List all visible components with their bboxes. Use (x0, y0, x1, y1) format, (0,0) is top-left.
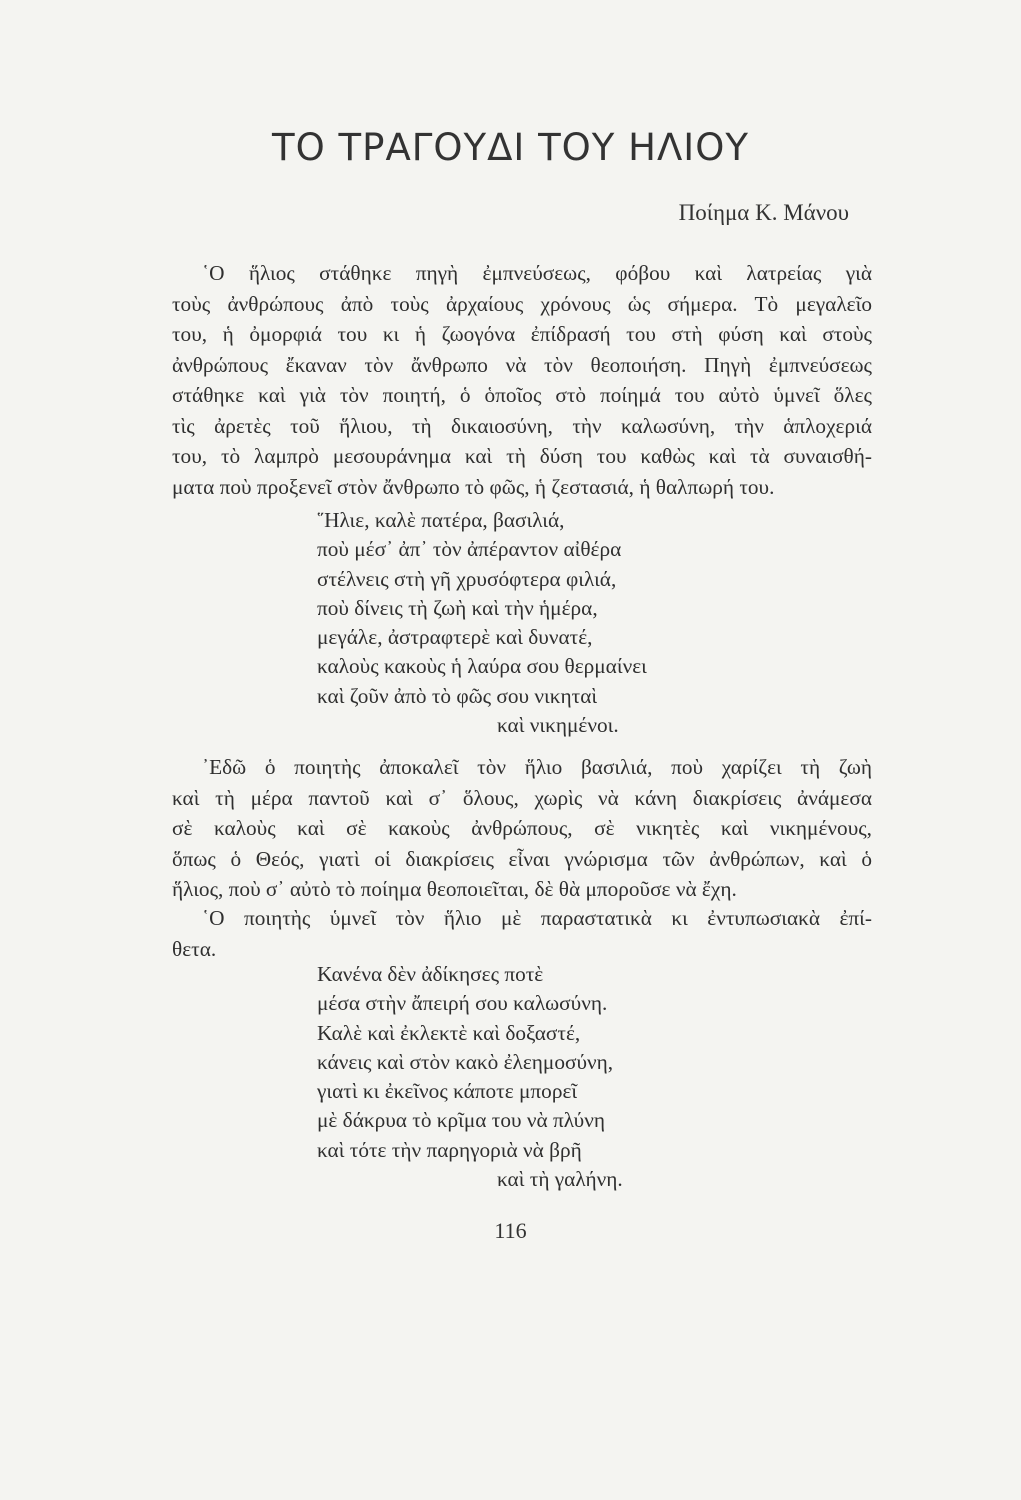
author-credit: Ποίημα Κ. Μάνου (678, 200, 849, 225)
poem-verse: μεγάλε, ἀστραφτερὲ καὶ δυνατέ, (317, 625, 593, 650)
epithets-paragraph (172, 903, 872, 964)
poem-verse: καλοὺς κακοὺς ἡ λαύρα σου θερμαίνει (317, 654, 647, 679)
text-line: ἥλιος, ποὺ σ᾽ αὐτὸ τὸ ποίημα θεοποιεῖται, δὲ θὰ μποροῦσε νὰ ἔχη. (172, 877, 737, 901)
poem-stanza-2 (317, 960, 623, 1194)
poem-verse-tail: καὶ νικημένοι. (497, 713, 619, 738)
poem-verse: μὲ δάκρυα τὸ κρῖμα του νὰ πλύνη (317, 1108, 605, 1133)
poem-stanza-1 (317, 506, 647, 740)
text-line: τοὺς ἀνθρώπους ἀπὸ τοὺς ἀρχαίους χρόνους ὡς σήμερα. Τὸ μεγαλεῖο (172, 291, 872, 316)
text-line: ῾Ο ἥλιος στάθηκε πηγὴ ἐμπνεύσεως, φόβου καὶ λατρείας γιὰ (202, 261, 872, 285)
poem-verse: γιατὶ κι ἐκεῖνος κάποτε μπορεῖ (317, 1079, 578, 1104)
page-number: 116 (494, 1218, 527, 1243)
commentary-paragraph (172, 752, 872, 905)
text-line: θετα. (172, 936, 217, 961)
intro-paragraph (172, 258, 872, 502)
poem-verse: στέλνεις στὴ γῆ χρυσόφτερα φιλιά, (317, 566, 617, 591)
poem-verse: Κανένα δὲν ἀδίκησες ποτὲ (317, 962, 544, 986)
poem-verse: καὶ τότε τὴν παρηγοριὰ νὰ βρῆ (317, 1137, 582, 1162)
poem-verse: ῞Ηλιε, καλὲ πατέρα, βασιλιά, (317, 508, 565, 532)
text-line: ῾Ο ποιητὴς ὑμνεῖ τὸν ἥλιο μὲ παραστατικὰ κι ἐντυπωσιακὰ ἐπί- (202, 906, 872, 930)
poem-verse: μέσα στὴν ἄπειρή σου καλωσύνη. (317, 991, 608, 1016)
text-line: τὶς ἀρετὲς τοῦ ἥλιου, τὴ δικαιοσύνη, τὴν καλωσύνη, τὴν ἁπλοχεριά (172, 413, 872, 438)
poem-verse: Καλὲ καὶ ἐκλεκτὲ καὶ δοξαστέ, (317, 1020, 581, 1045)
page-title: ΤΟ ΤΡΑΓΟΥΔΙ ΤΟΥ ΗΛΙΟΥ (272, 126, 749, 169)
poem-verse: ποὺ μέσ᾽ ἀπ᾽ τὸν ἀπέραντον αἰθέρα (317, 537, 622, 562)
poem-verse-tail: καὶ τὴ γαλήνη. (497, 1167, 623, 1192)
text-line: ἀνθρώπους ἔκαναν τὸν ἄνθρωπο νὰ τὸν θεοποιήση. Πηγὴ ἐμπνεύσεως (172, 352, 872, 377)
text-line: στάθηκε καὶ γιὰ τὸν ποιητή, ὁ ὁποῖος στὸ ποίημά του αὐτὸ ὑμνεῖ ὅλες (172, 383, 872, 407)
text-line: του, ἡ ὀμορφιά του κι ἡ ζωογόνα ἐπίδρασή του στὴ φύση καὶ στοὺς (172, 322, 872, 346)
poem-verse: ποὺ δίνεις τὴ ζωὴ καὶ τὴν ἡμέρα, (317, 595, 598, 620)
text-line: ᾿Εδῶ ὁ ποιητὴς ἀποκαλεῖ τὸν ἥλιο βασιλιά, ποὺ χαρίζει τὴ ζωὴ (202, 755, 872, 779)
text-line: καὶ τὴ μέρα παντοῦ καὶ σ᾽ ὅλους, χωρὶς νὰ κάνη διακρίσεις ἀνάμεσα (172, 785, 872, 810)
text-line: ματα ποὺ προξενεῖ στὸν ἄνθρωπο τὸ φῶς, ἡ ζεστασιά, ἡ θαλπωρή του. (172, 474, 775, 499)
text-line: ὅπως ὁ Θεός, γιατὶ οἱ διακρίσεις εἶναι γνώρισμα τῶν ἀνθρώπων, καὶ ὁ (172, 846, 872, 871)
text-line: του, τὸ λαμπρὸ μεσουράνημα καὶ τὴ δύση του καθὼς καὶ τὰ συναισθή- (172, 444, 872, 468)
poem-verse: κάνεις καὶ στὸν κακὸ ἐλεημοσύνη, (317, 1049, 614, 1074)
poem-verse: καὶ ζοῦν ἀπὸ τὸ φῶς σου νικηταὶ (317, 683, 598, 708)
text-line: σὲ καλοὺς καὶ σὲ κακοὺς ἀνθρώπους, σὲ νικητὲς καὶ νικημένους, (172, 816, 872, 840)
